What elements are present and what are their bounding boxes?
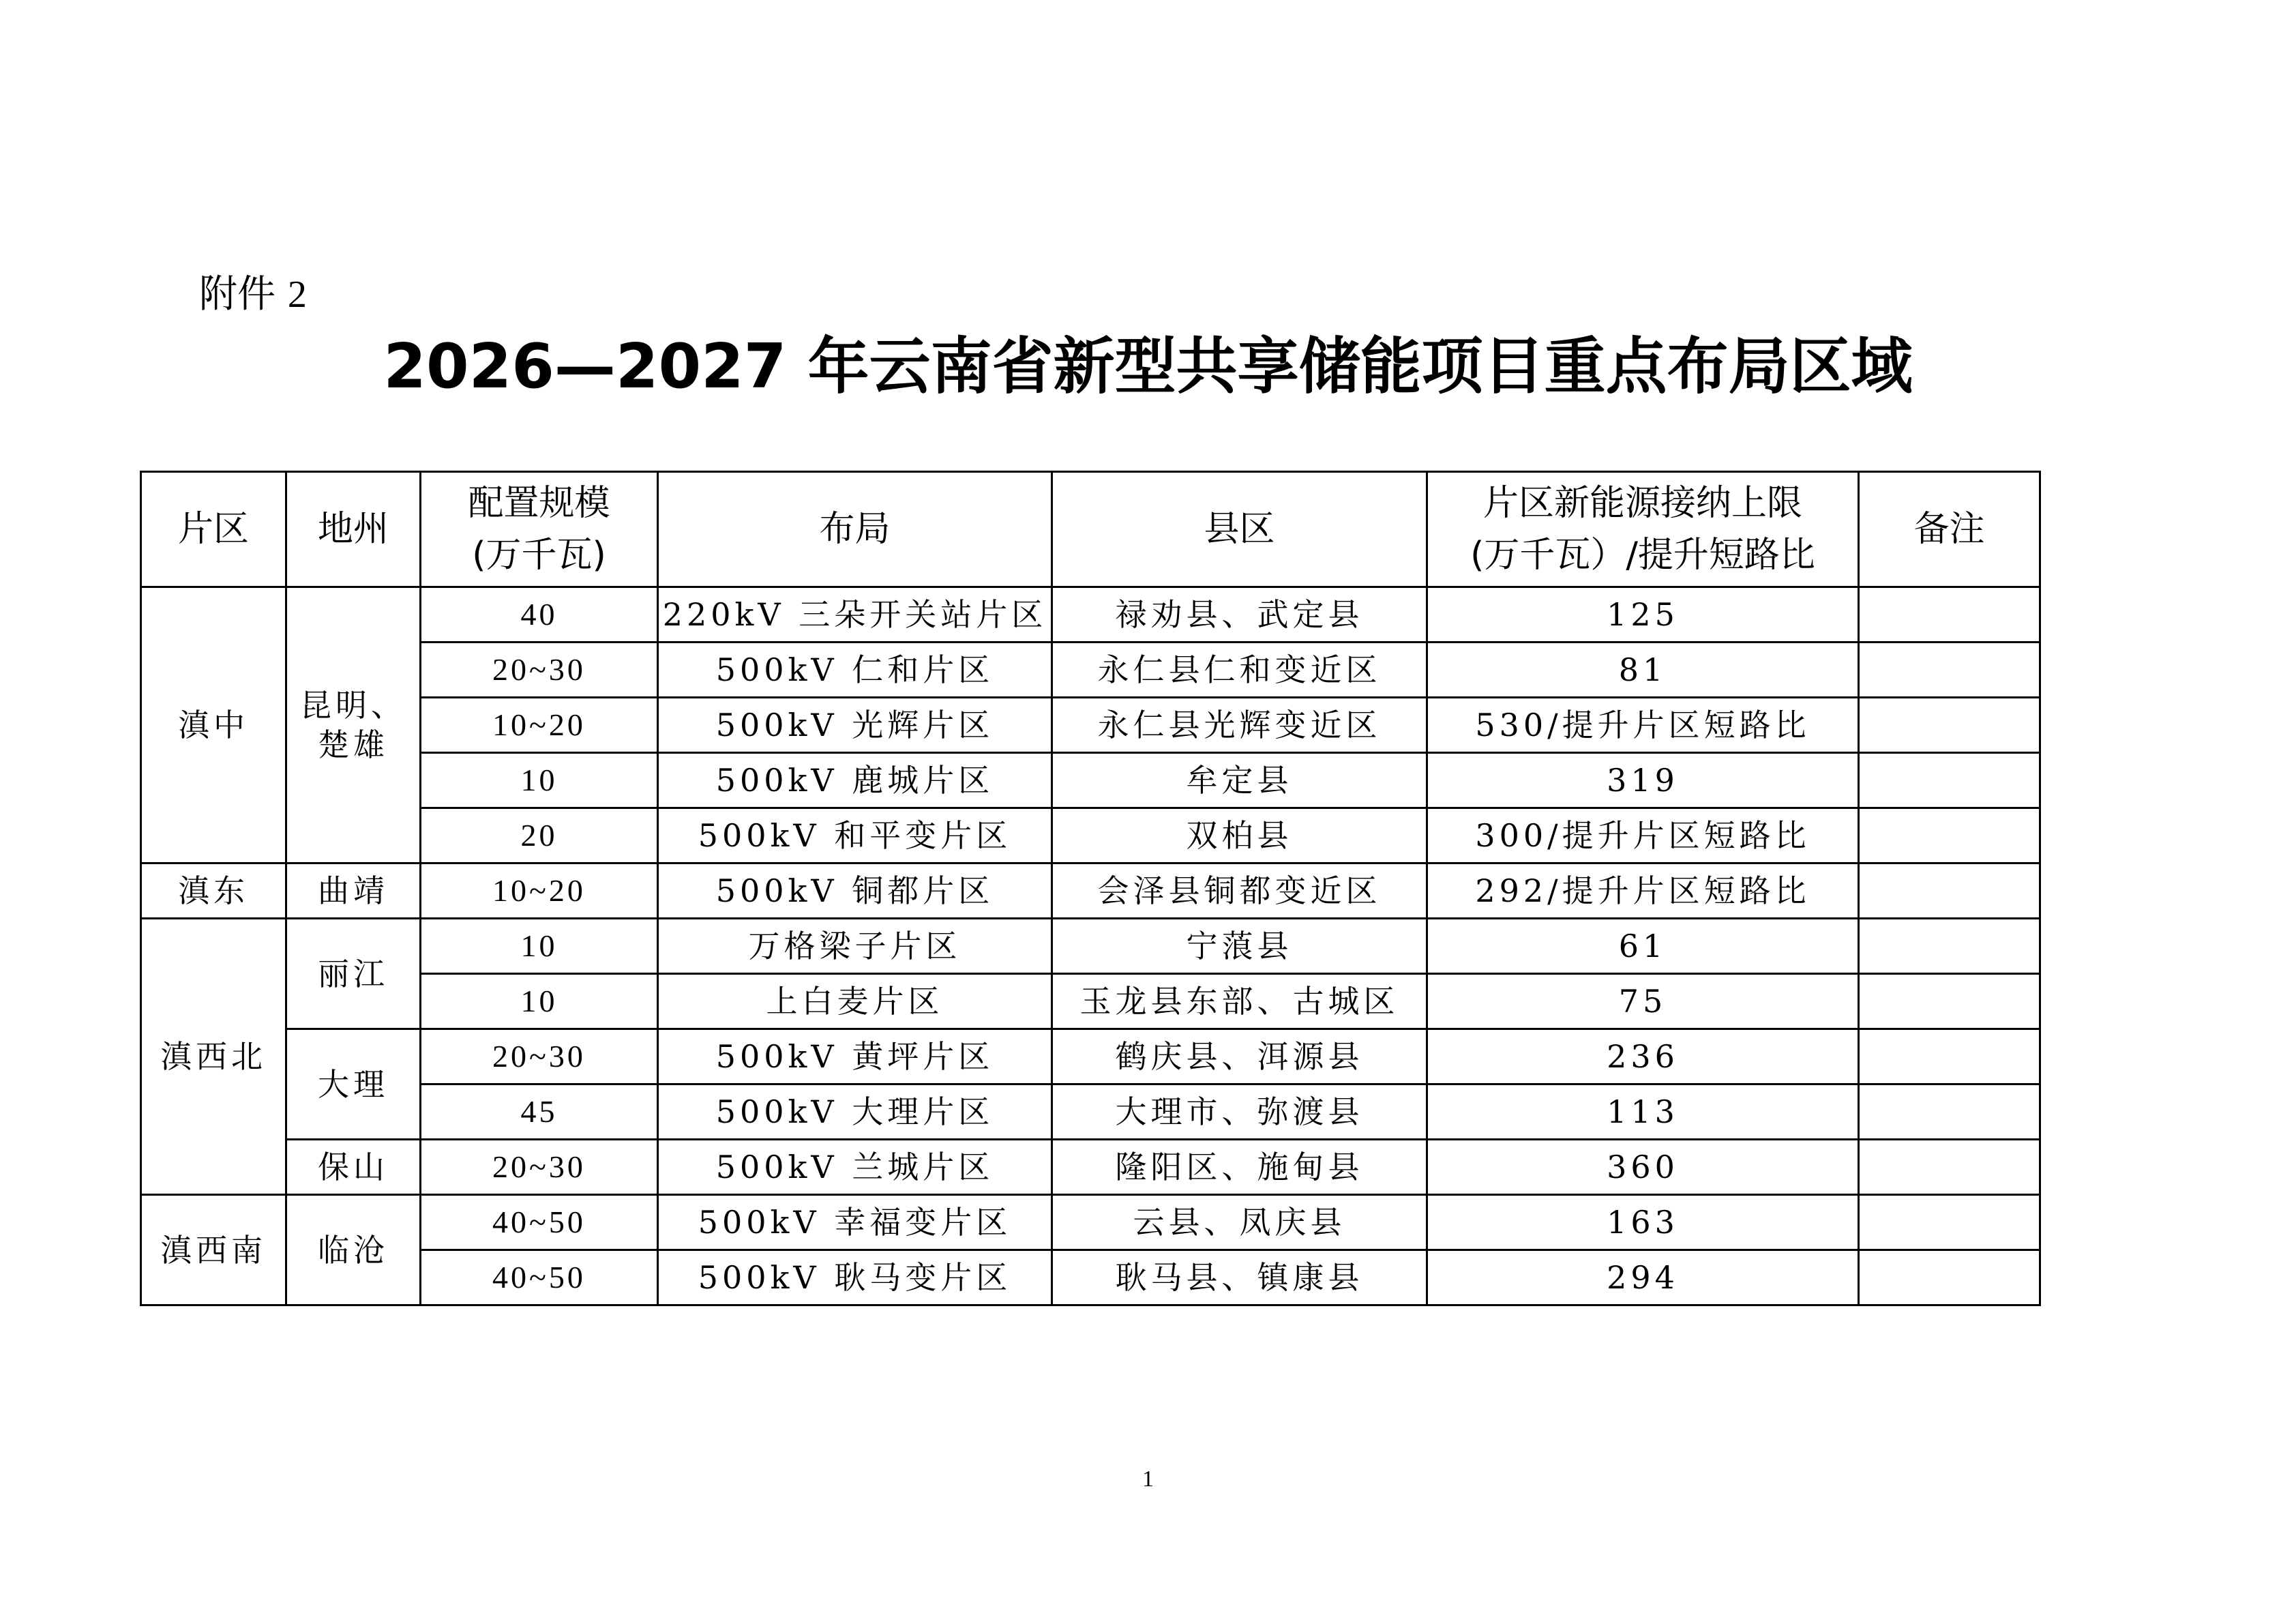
cell-note [1859,808,2040,863]
table-header-row [141,472,2040,587]
cell-limit: 360 [1427,1140,1859,1195]
cell-limit: 81 [1427,643,1859,698]
cell-limit: 236 [1427,1029,1859,1084]
cell-scale: 20~30 [421,643,658,698]
column-header-area: 片区 [141,472,286,587]
cell-layout: 万格梁子片区 [658,919,1052,974]
table-row [141,753,2040,808]
cell-layout: 220kV 三朵开关站片区 [658,587,1052,643]
cell-limit: 294 [1427,1250,1859,1305]
table-row [141,587,2040,643]
column-header-note: 备注 [1859,472,2040,587]
cell-note [1859,1140,2040,1195]
cell-note [1859,643,2040,698]
cell-scale: 20~30 [421,1140,658,1195]
cell-prefecture: 丽江 [286,919,421,1029]
cell-layout: 500kV 光辉片区 [658,698,1052,753]
cell-limit: 75 [1427,974,1859,1029]
cell-prefecture: 临沧 [286,1195,421,1305]
cell-layout: 500kV 和平变片区 [658,808,1052,863]
cell-scale: 20 [421,808,658,863]
cell-limit: 319 [1427,753,1859,808]
cell-note [1859,863,2040,919]
attachment-text: 附件 [199,272,275,316]
cell-limit: 292/提升片区短路比 [1427,863,1859,919]
column-header-layout: 布局 [658,472,1052,587]
cell-prefecture: 曲靖 [286,863,421,919]
cell-limit: 113 [1427,1084,1859,1140]
cell-scale: 45 [421,1084,658,1140]
cell-note [1859,974,2040,1029]
cell-limit: 300/提升片区短路比 [1427,808,1859,863]
table-row [141,919,2040,974]
cell-county: 永仁县光辉变近区 [1052,698,1427,753]
cell-area: 滇东 [141,863,286,919]
cell-scale: 20~30 [421,1029,658,1084]
cell-county: 大理市、弥渡县 [1052,1084,1427,1140]
cell-scale: 10~20 [421,863,658,919]
cell-scale: 10 [421,919,658,974]
column-header-county: 县区 [1052,472,1427,587]
cell-area: 滇中 [141,587,286,863]
attachment-number: 2 [287,274,307,316]
cell-prefecture: 保山 [286,1140,421,1195]
cell-prefecture: 昆明、 楚雄 [286,587,421,863]
cell-area: 滇西南 [141,1195,286,1305]
cell-limit: 163 [1427,1195,1859,1250]
cell-layout: 500kV 铜都片区 [658,863,1052,919]
cell-layout: 500kV 鹿城片区 [658,753,1052,808]
cell-county: 隆阳区、施甸县 [1052,1140,1427,1195]
cell-note [1859,587,2040,643]
table-row [141,863,2040,919]
cell-layout: 500kV 兰城片区 [658,1140,1052,1195]
cell-limit: 530/提升片区短路比 [1427,698,1859,753]
cell-note [1859,698,2040,753]
cell-note [1859,1029,2040,1084]
table-row [141,1084,2040,1140]
cell-county: 玉龙县东部、古城区 [1052,974,1427,1029]
cell-prefecture: 大理 [286,1029,421,1140]
cell-layout: 500kV 耿马变片区 [658,1250,1052,1305]
cell-limit: 125 [1427,587,1859,643]
cell-note [1859,1250,2040,1305]
cell-layout: 500kV 黄坪片区 [658,1029,1052,1084]
cell-county: 云县、凤庆县 [1052,1195,1427,1250]
table-row [141,643,2040,698]
cell-county: 宁蒗县 [1052,919,1427,974]
cell-area: 滇西北 [141,919,286,1195]
column-header-limit: 片区新能源接纳上限 (万千瓦）/提升短路比 [1427,472,1859,587]
attachment-label [199,267,307,322]
cell-note [1859,919,2040,974]
cell-note [1859,1084,2040,1140]
cell-county: 耿马县、镇康县 [1052,1250,1427,1305]
layout-table [140,471,2041,1306]
document-title: 2026—2027 年云南省新型共享储能项目重点布局区域 [383,331,1913,402]
cell-county: 会泽县铜都变近区 [1052,863,1427,919]
cell-limit: 61 [1427,919,1859,974]
cell-county: 牟定县 [1052,753,1427,808]
cell-note [1859,1195,2040,1250]
column-header-scale: 配置规模 (万千瓦) [421,472,658,587]
table-row [141,1029,2040,1084]
cell-layout: 上白麦片区 [658,974,1052,1029]
cell-scale: 40~50 [421,1250,658,1305]
table-row [141,1250,2040,1305]
cell-scale: 10 [421,974,658,1029]
column-header-prefecture: 地州 [286,472,421,587]
cell-county: 双柏县 [1052,808,1427,863]
cell-layout: 500kV 仁和片区 [658,643,1052,698]
cell-county: 鹤庆县、洱源县 [1052,1029,1427,1084]
cell-scale: 10~20 [421,698,658,753]
cell-note [1859,753,2040,808]
table-row [141,808,2040,863]
cell-scale: 10 [421,753,658,808]
cell-county: 禄劝县、武定县 [1052,587,1427,643]
cell-layout: 500kV 大理片区 [658,1084,1052,1140]
page-number: 1 [1142,1466,1154,1492]
table-row [141,698,2040,753]
table-row [141,974,2040,1029]
cell-scale: 40~50 [421,1195,658,1250]
table-row [141,1140,2040,1195]
cell-layout: 500kV 幸福变片区 [658,1195,1052,1250]
table-row [141,1195,2040,1250]
cell-county: 永仁县仁和变近区 [1052,643,1427,698]
cell-scale: 40 [421,587,658,643]
